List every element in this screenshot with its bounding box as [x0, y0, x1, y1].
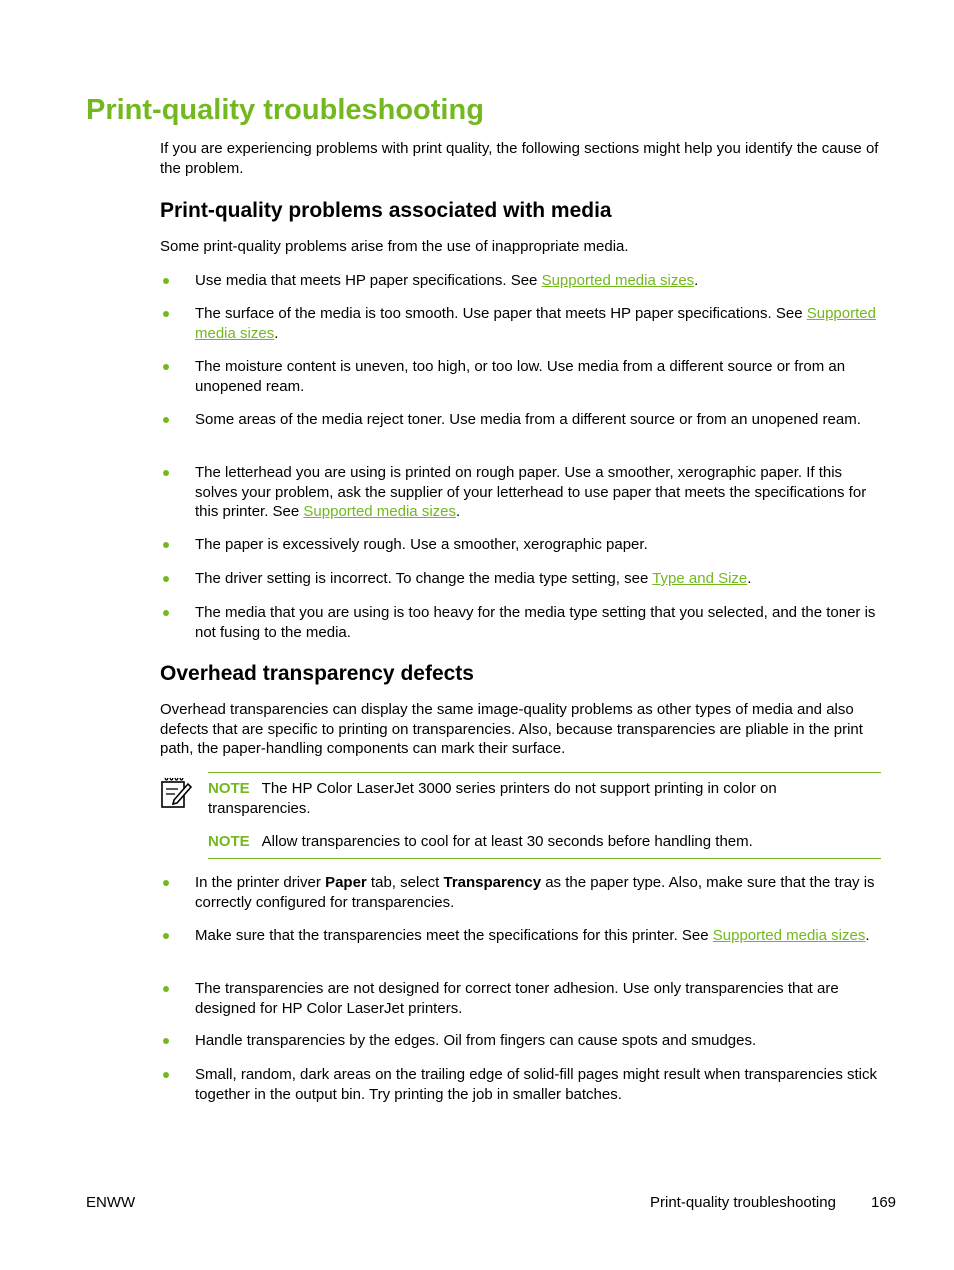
list-item-text: The driver setting is incorrect. To change the media type setting, see Type and Size.: [195, 570, 752, 587]
bullet-icon: [163, 542, 169, 548]
list-item-text: The media that you are using is too heavy for the media type setting that you selected, and the toner is not fusing to the media.: [195, 604, 876, 641]
bullet-icon: [163, 610, 169, 616]
list-item-text: Small, random, dark areas on the trailing edge of solid-fill pages might result when transparencies stick together in the output bin. Try printing the job in smaller batches.: [195, 1066, 878, 1103]
bullet-icon: [163, 311, 169, 317]
note-2: [208, 832, 881, 852]
page-number: 169: [871, 1194, 897, 1211]
note-pad-icon: [160, 776, 194, 810]
link-supported-media-sizes[interactable]: Supported media sizes: [712, 927, 866, 944]
link-supported-media-sizes[interactable]: Supported media sizes: [541, 272, 695, 289]
list-item-text: The transparencies are not designed for correct toner adhesion. Use only transparencies that are designed for HP Color LaserJet printers.: [195, 980, 839, 1017]
list-item-text: Handle transparencies by the edges. Oil from fingers can cause spots and smudges.: [195, 1032, 757, 1049]
list-item-text: The moisture content is uneven, too high, or too low. Use media from a different source or from an unopened ream.: [195, 358, 846, 395]
intro-paragraph: If you are experiencing problems with print quality, the following sections might help you identify the cause of the problem.: [160, 140, 879, 177]
transparency-section-heading: Overhead transparency defects: [160, 662, 474, 685]
list-item-text: In the printer driver Paper tab, select Transparency as the paper type. Also, make sure that the tray is correctly configured for transparencies.: [195, 874, 875, 911]
bullet-icon: [163, 1038, 169, 1044]
bullet-icon: [163, 417, 169, 423]
list-item-text: The paper is excessively rough. Use a smoother, xerographic paper.: [195, 536, 648, 553]
bullet-icon: [163, 1072, 169, 1078]
list-item-text: The letterhead you are using is printed on rough paper. Use a smoother, xerographic paper. If this solves your problem, ask the supplier of your letterhead to use paper that meets the specifications for this printer. See Supported media sizes.: [195, 464, 867, 520]
bullet-icon: [163, 880, 169, 886]
link-supported-media-sizes[interactable]: Supported media sizes: [303, 503, 456, 520]
note-top-divider: [208, 772, 881, 773]
note-1: [208, 779, 881, 818]
note-label: NOTE: [208, 833, 250, 850]
note-text: Allow transparencies to cool for at least 30 seconds before handling them.: [261, 833, 753, 850]
transparency-section-intro: Overhead transparencies can display the same image-quality problems as other types of media and also defects that are specific to printing on transparencies. Also, because transparencies are pliable in the print path, the paper-handling components can mark their surface.: [160, 701, 863, 757]
list-item-text: The surface of the media is too smooth. Use paper that meets HP paper specifications. See Supported media sizes.: [195, 305, 876, 342]
bullet-icon: [163, 933, 169, 939]
link-supported-media-sizes[interactable]: Supported media sizes: [195, 305, 876, 342]
media-section-intro: Some print-quality problems arise from the use of inappropriate media.: [160, 238, 629, 255]
footer-section-title: Print-quality troubleshooting: [650, 1194, 836, 1211]
bullet-icon: [163, 986, 169, 992]
list-item-text: Use media that meets HP paper specifications. See Supported media sizes.: [195, 272, 699, 289]
link-type-and-size[interactable]: Type and Size: [652, 570, 748, 587]
note-bottom-divider: [208, 858, 881, 859]
bullet-icon: [163, 364, 169, 370]
bullet-icon: [163, 470, 169, 476]
list-item-text: Make sure that the transparencies meet the specifications for this printer. See Supported media sizes.: [195, 927, 870, 944]
page-title: Print-quality troubleshooting: [86, 94, 484, 126]
note-text: The HP Color LaserJet 3000 series printers do not support printing in color on transparencies.: [208, 780, 777, 817]
media-section-heading: Print-quality problems associated with media: [160, 199, 612, 222]
note-label: NOTE: [208, 780, 250, 797]
bullet-icon: [163, 278, 169, 284]
bullet-icon: [163, 576, 169, 582]
list-item-text: Some areas of the media reject toner. Use media from a different source or from an unopened ream.: [195, 411, 861, 428]
footer-left: ENWW: [86, 1194, 136, 1211]
